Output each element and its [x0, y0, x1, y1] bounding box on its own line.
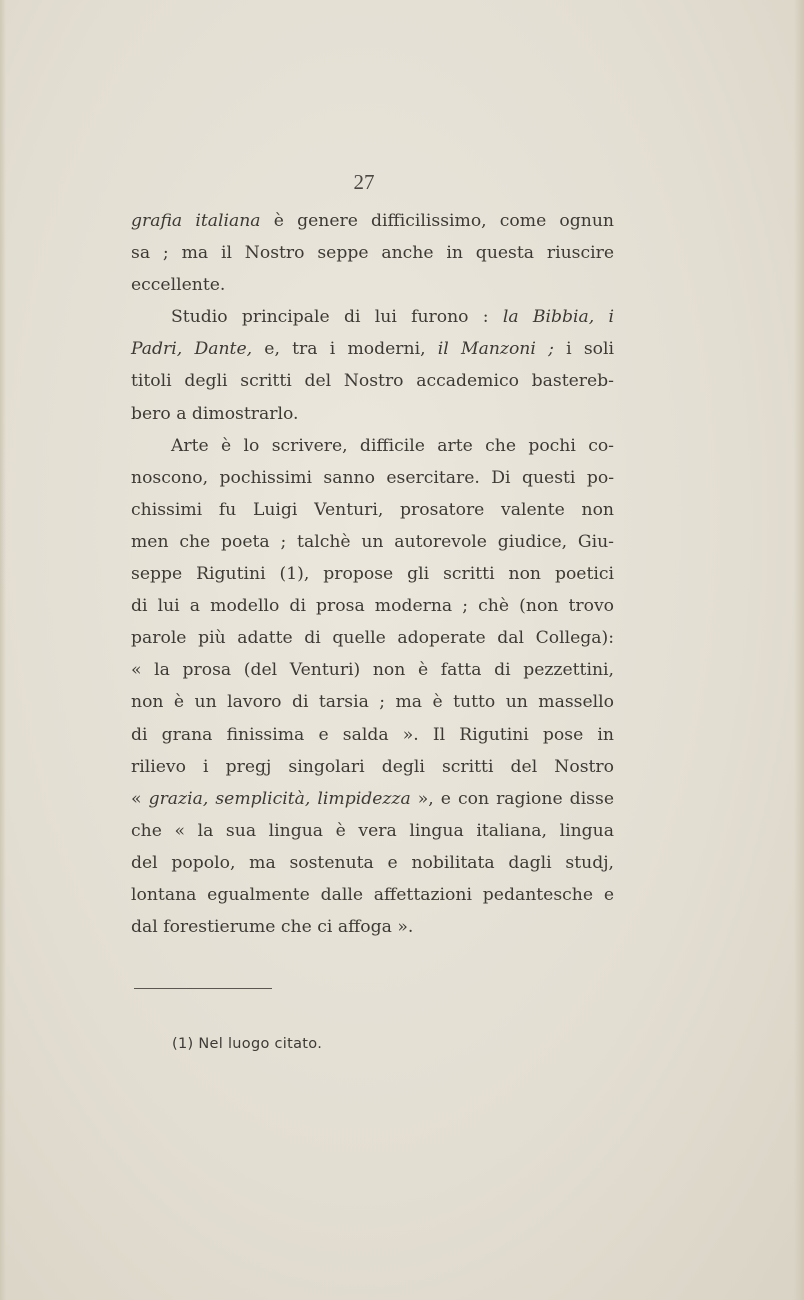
page-edge-left: [0, 0, 6, 1300]
text-line: non è un lavoro di tarsia ; ma è tutto un massello: [131, 692, 614, 713]
text-line: chissimi fu Luigi Venturi, prosatore valente non: [131, 499, 614, 520]
text-line: parole più adatte di quelle adoperate dal Collega):: [131, 628, 614, 649]
paragraph-1: [131, 205, 614, 301]
text-line: [131, 301, 614, 333]
italic-phrase: Padri, Dante,: [131, 339, 253, 360]
text-line: [131, 783, 614, 815]
footnote-rule: [134, 988, 272, 989]
text-line: Arte è lo scrivere, difficile arte che pochi co-: [171, 435, 614, 456]
text-line: del popolo, ma sostenuta e nobilitata dagli studj,: [131, 852, 614, 873]
text-line: seppe Rigutini (1), propose gli scritti non poetici: [131, 564, 614, 585]
text-line: titoli degli scritti del Nostro accademico basterеb-: [131, 371, 614, 392]
paragraph-2: [131, 301, 614, 429]
text-line: che « la sua lingua è vera lingua italiana, lingua: [131, 820, 614, 841]
text-line: men che poeta ; talchè un autorevole giudice, Giu-: [131, 531, 614, 552]
text-span: è genere difficilissimo, come ognun: [260, 211, 614, 231]
paragraph-3: [131, 430, 614, 944]
italic-phrase: grazia, semplicità, limpidezza: [148, 788, 411, 809]
italic-phrase: grafia italiana: [131, 211, 261, 231]
text-line: « la prosa (del Venturi) non è fatta di pezzettini,: [131, 660, 614, 681]
text-line: [131, 205, 614, 237]
text-span: «: [131, 788, 149, 809]
text-span: », e con ragione disse: [410, 788, 614, 809]
text-line: dal forestierume che ci affoga ».: [131, 917, 414, 938]
text-line: di lui a modello di prosa moderna ; chè (non trovo: [131, 596, 614, 617]
text-line: eccellente.: [131, 275, 226, 296]
text-line: di grana finissima e salda ». Il Rigutini pose in: [131, 724, 614, 745]
text-line: sa ; ma il Nostro seppe anche in questa riuscire: [131, 243, 614, 264]
italic-phrase: il Manzoni ;: [437, 339, 554, 360]
text-line: [131, 333, 614, 365]
body-text: [131, 205, 614, 943]
text-line: noscono, pochissimi sanno esercitare. Di questi po-: [131, 467, 614, 488]
footnote: (1) Nel luogo citato.: [172, 1036, 323, 1052]
text-span: Studio principale di lui furono :: [171, 307, 503, 328]
text-span: i soli: [553, 339, 614, 360]
text-line: lontana egualmente dalle affettazioni pedantesche e: [131, 884, 614, 905]
text-line: rilievo i pregj singolari degli scritti del Nostro: [131, 756, 614, 777]
page-edge-right: [794, 0, 804, 1300]
text-line: bero a dimostrarlo.: [131, 403, 299, 424]
text-span: e, tra i moderni,: [252, 339, 438, 360]
italic-phrase: la Bibbia, i: [502, 307, 614, 328]
page-number: 27: [353, 170, 375, 194]
